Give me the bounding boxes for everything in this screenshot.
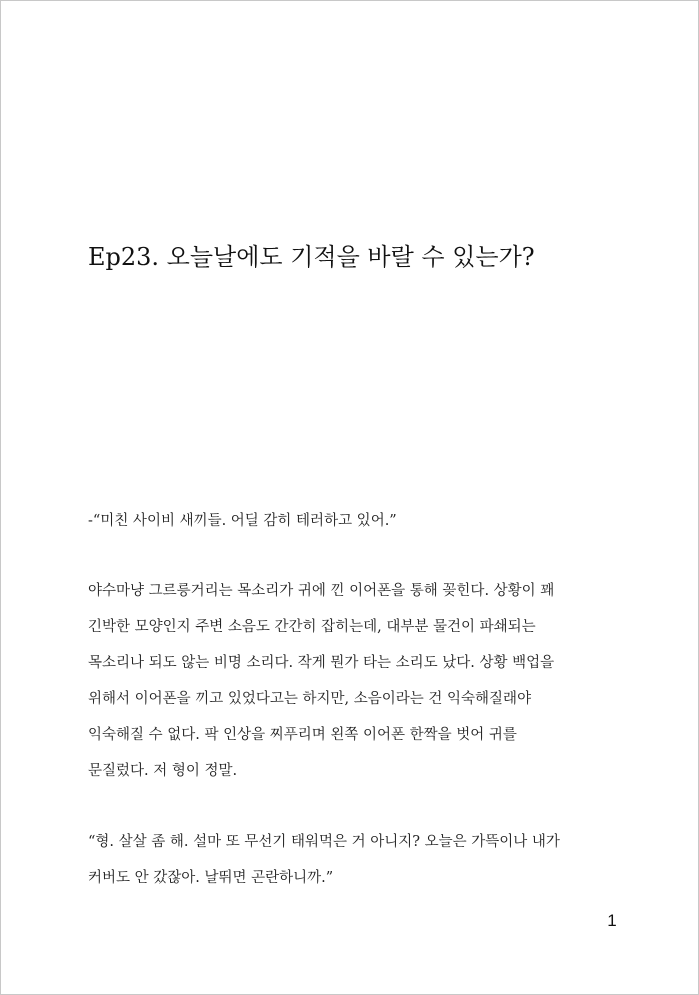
paragraph-2 <box>88 573 554 789</box>
paragraph-3 <box>88 824 560 896</box>
paragraph-line: 익숙해질 수 없다. 팍 인상을 찌푸리며 왼쪽 이어폰 한짝을 벗어 귀를 <box>88 727 517 743</box>
paragraph-line: “형. 살살 좀 해. 설마 또 무선기 태워먹은 거 아니지? 오늘은 가뜩이나 내가 <box>88 834 560 850</box>
paragraph-line: 목소리나 되도 않는 비명 소리다. 작게 뭔가 타는 소리도 났다. 상황 백업을 <box>88 655 555 671</box>
paragraph-line: -“미친 사이비 새끼들. 어딜 감히 테러하고 있어.” <box>88 513 397 529</box>
paragraph-line: 긴박한 모양인지 주변 소음도 간간히 잡히는데, 대부분 물건이 파쇄되는 <box>88 619 536 635</box>
page-number: 1 <box>607 911 617 930</box>
paragraph-line: 문질렀다. 저 형이 정말. <box>88 763 238 779</box>
paragraph-1 <box>88 503 397 539</box>
chapter-title: Ep23. 오늘날에도 기적을 바랄 수 있는가? <box>88 243 535 271</box>
paragraph-line: 위해서 이어폰을 끼고 있었다고는 하지만, 소음이라는 건 익숙해질래야 <box>88 691 532 707</box>
paragraph-line: 야수마냥 그르릉거리는 목소리가 귀에 낀 이어폰을 통해 꽂힌다. 상황이 꽤 <box>88 583 555 599</box>
paragraph-line: 커버도 안 갔잖아. 날뛰면 곤란하니까.” <box>88 870 334 886</box>
